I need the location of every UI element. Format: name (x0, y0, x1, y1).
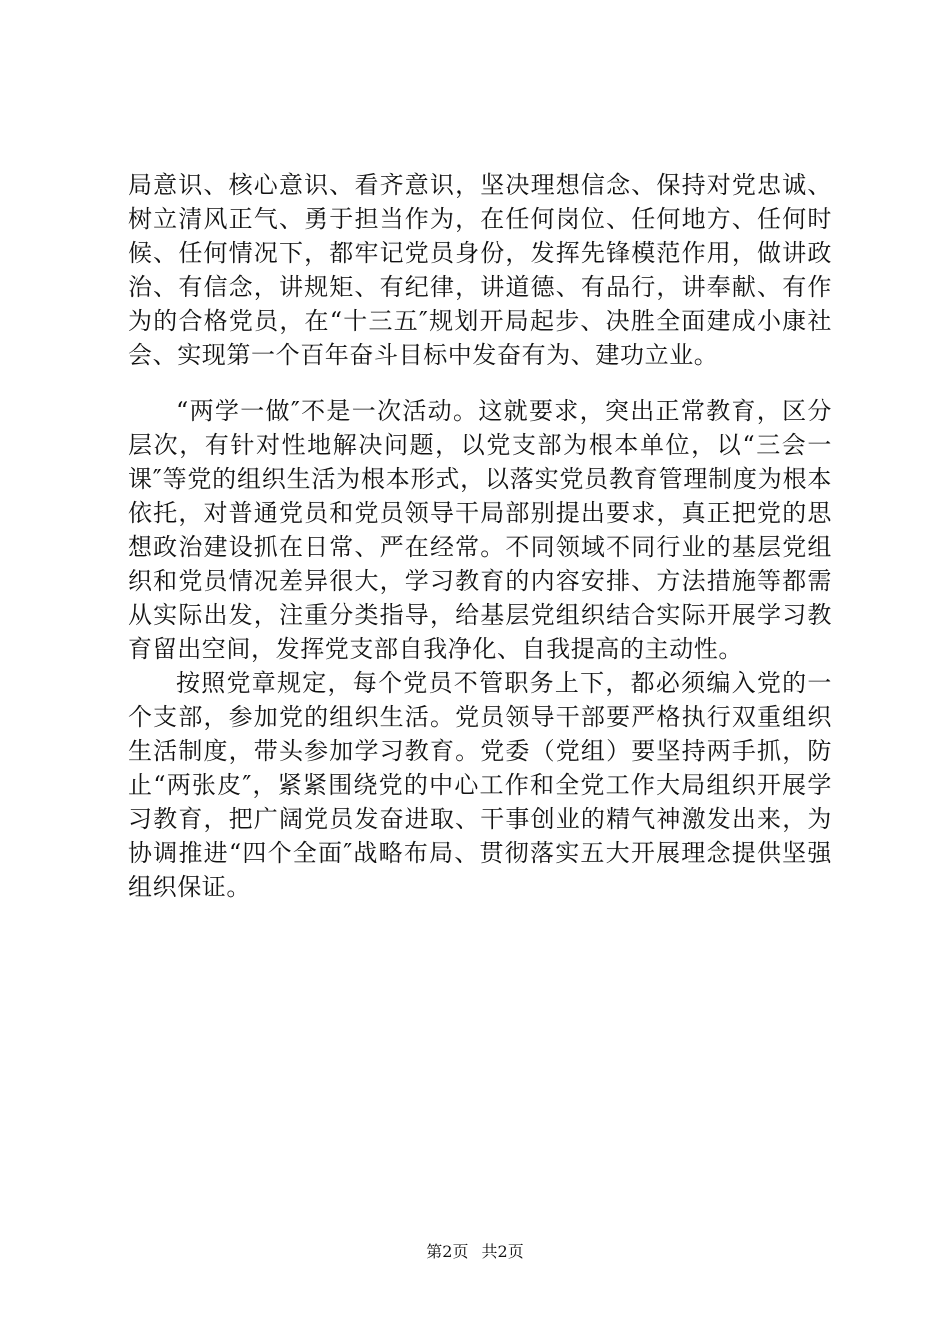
document-body (128, 168, 832, 904)
page-footer (0, 1242, 950, 1262)
page-number: 第2页 (426, 1242, 469, 1261)
total-pages: 共2页 (481, 1242, 524, 1261)
paragraph-party-constitution: 按照党章规定，每个党员不管职务上下，都必须编入党的一个支部，参加党的组织生活。党员领导干部要严格执行双重组织生活制度，带头参加学习教育。党委（党组）要坚持两手抓，防止“两张皮″，紧紧围绕党的中心工作和全党工作大局组织开展学习教育，把广阔党员发奋进取、干事创业的精气神激发出来，为协调推进“四个全面″战略布局、贯彻落实五大开展理念提供坚强组织保证。 (128, 669, 832, 901)
paragraph-two-study-one-do: “两学一做″不是一次活动。这就要求，突出正常教育，区分层次，有针对性地解决问题，以党支部为根本单位，以“三会一课″等党的组织生活为根本形式，以落实党员教育管理制度为根本依托，对普通党员和党员领导干局部别提出要求，真正把党的思想政治建设抓在日常、严在经常。不同领域不同行业的基层党组织和党员情况差异很大，学习教育的内容安排、方法措施等都需从实际出发，注重分类指导，给基层党组织结合实际开展学习教育留出空间，发挥党支部自我净化、自我提高的主动性。 (128, 397, 832, 663)
paragraph-continuation: 局意识、核心意识、看齐意识，坚决理想信念、保持对党忠诚、树立清风正气、勇于担当作为，在任何岗位、任何地方、任何时候、任何情况下，都牢记党员身份，发挥先锋模范作用，做讲政治、有信念，讲规矩、有纪律，讲道德、有品行，讲奉献、有作为的合格党员，在“十三五″规划开局起步、决胜全面建成小康社会、实现第一个百年奋斗目标中发奋有为、建功立业。 (128, 171, 832, 369)
